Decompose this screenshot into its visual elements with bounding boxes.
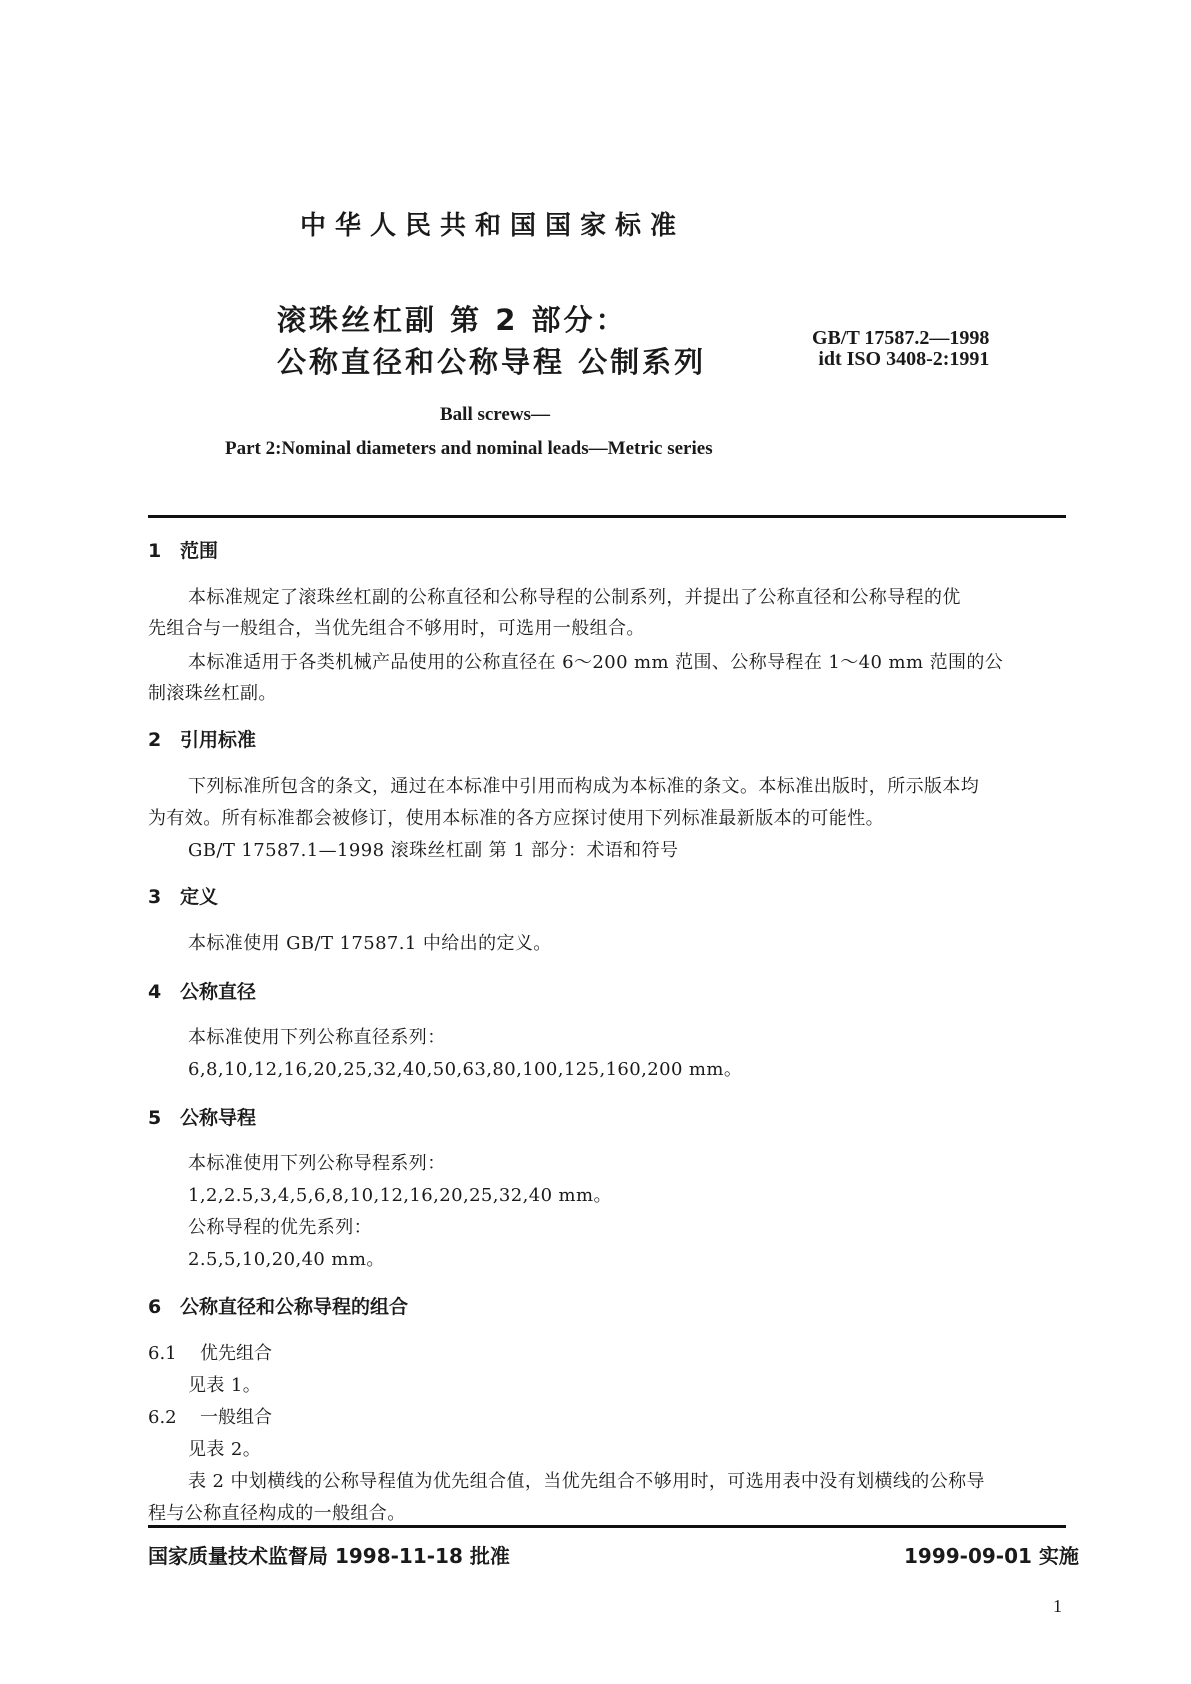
subsection-number: 6.1 bbox=[148, 1343, 177, 1364]
section-number: 5 bbox=[148, 1107, 162, 1129]
paragraph: 下列标准所包含的条文，通过在本标准中引用而构成为本标准的条文。本标准出版时，所示版本均 bbox=[188, 776, 980, 797]
paragraph: 本标准使用下列公称直径系列： bbox=[188, 1027, 446, 1048]
paragraph: 表 2 中划横线的公称导程值为优先组合值，当优先组合不够用时，可选用表中没有划横线的公称导 bbox=[188, 1471, 985, 1492]
english-title-line1: Ball screws— bbox=[440, 404, 550, 425]
header-rule bbox=[148, 515, 1066, 518]
section-number: 2 bbox=[148, 729, 162, 751]
section-number: 1 bbox=[148, 540, 162, 562]
section-number: 6 bbox=[148, 1296, 162, 1318]
section-title: 定义 bbox=[180, 886, 219, 908]
paragraph: 见表 2。 bbox=[188, 1439, 262, 1460]
section-title: 公称导程 bbox=[180, 1107, 257, 1129]
subsection-title: 优先组合 bbox=[200, 1343, 272, 1364]
paragraph: 本标准规定了滚珠丝杠副的公称直径和公称导程的公制系列，并提出了公称直径和公称导程的优 bbox=[188, 587, 961, 608]
section-title: 范围 bbox=[180, 540, 219, 562]
section-number: 4 bbox=[148, 981, 162, 1003]
diameter-series: 6,8,10,12,16,20,25,32,40,50,63,80,100,125,160,200 mm。 bbox=[188, 1059, 743, 1080]
lead-series: 1,2,2.5,3,4,5,6,8,10,12,16,20,25,32,40 mm。 bbox=[188, 1185, 612, 1206]
section-6-heading bbox=[148, 1292, 408, 1319]
footer-rule bbox=[148, 1525, 1066, 1528]
section-1-heading bbox=[148, 536, 218, 563]
section-4-heading bbox=[148, 977, 256, 1004]
paragraph: 先组合与一般组合，当优先组合不够用时，可选用一般组合。 bbox=[148, 618, 645, 639]
national-standard-title: 中华人民共和国国家标准 bbox=[300, 211, 686, 241]
page-number: 1 bbox=[1053, 1596, 1063, 1616]
paragraph: 见表 1。 bbox=[188, 1375, 262, 1396]
standard-code: GB/T 17587.2—1998 bbox=[812, 327, 990, 349]
preferred-lead-series: 2.5,5,10,20,40 mm。 bbox=[188, 1249, 385, 1270]
section-title: 公称直径和公称导程的组合 bbox=[180, 1296, 409, 1318]
idt-code: idt ISO 3408-2:1991 bbox=[818, 348, 990, 370]
section-3-heading bbox=[148, 882, 218, 909]
section-2-heading bbox=[148, 725, 256, 752]
section-5-heading bbox=[148, 1103, 256, 1130]
english-title-line2: Part 2:Nominal diameters and nominal leads—Metric series bbox=[225, 438, 713, 459]
section-title: 公称直径 bbox=[180, 981, 257, 1003]
section-number: 3 bbox=[148, 886, 162, 908]
subsection-title: 一般组合 bbox=[200, 1407, 272, 1428]
paragraph: 制滚珠丝杠副。 bbox=[148, 683, 277, 704]
paragraph: 公称导程的优先系列： bbox=[188, 1217, 372, 1238]
approval-info: 国家质量技术监督局 1998-11-18 批准 bbox=[148, 1544, 510, 1568]
subsection-6-2-heading bbox=[148, 1403, 272, 1429]
reference-item: GB/T 17587.1—1998 滚珠丝杠副 第 1 部分：术语和符号 bbox=[188, 840, 679, 861]
section-title: 引用标准 bbox=[180, 729, 257, 751]
document-title-line2: 公称直径和公称导程 公制系列 bbox=[277, 345, 707, 379]
subsection-6-1-heading bbox=[148, 1339, 272, 1365]
document-title-line1: 滚珠丝杠副 第 2 部分： bbox=[277, 303, 628, 337]
standard-codes bbox=[812, 328, 989, 370]
paragraph: 程与公称直径构成的一般组合。 bbox=[148, 1503, 406, 1524]
subsection-number: 6.2 bbox=[148, 1407, 177, 1428]
paragraph: 本标准适用于各类机械产品使用的公称直径在 6～200 mm 范围、公称导程在 1～40 mm 范围的公 bbox=[188, 652, 1004, 673]
paragraph: 本标准使用 GB/T 17587.1 中给出的定义。 bbox=[188, 933, 552, 954]
paragraph: 为有效。所有标准都会被修订，使用本标准的各方应探讨使用下列标准最新版本的可能性。 bbox=[148, 808, 884, 829]
effective-date: 1999-09-01 实施 bbox=[904, 1544, 1079, 1568]
paragraph: 本标准使用下列公称导程系列： bbox=[188, 1153, 446, 1174]
